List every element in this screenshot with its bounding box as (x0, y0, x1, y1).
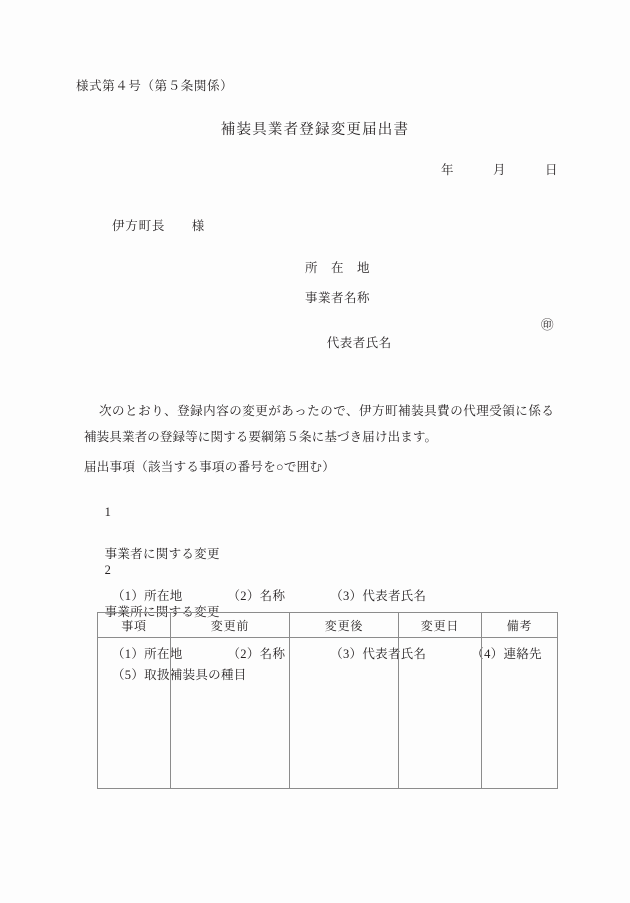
change-details-table (97, 612, 558, 789)
table-header-row (98, 613, 558, 638)
notification-heading: 届出事項（該当する事項の番号を○で囲む） (84, 460, 336, 474)
table-cell-item[interactable] (98, 638, 171, 789)
body-paragraph: 次のとおり、登録内容の変更があったので、伊方町補装具費の代理受領に係る補装具業者の登録等に関する要綱第５条に基づき届け出ます。 (84, 404, 554, 444)
date-line: 年 月 日 (440, 163, 558, 177)
notification-item-2-subrow-2: （5）取扱補装具の種目 (112, 668, 247, 682)
form-number: 様式第４号（第５条関係） (76, 79, 234, 93)
table-header-before: 変更前 (171, 613, 290, 638)
table-header-after: 変更後 (290, 613, 399, 638)
notification-item-1-subrow-1: （1）所在地 （2）名称 （3）代表者氏名 (112, 589, 427, 603)
applicant-location-label: 所 在 地 (305, 261, 371, 275)
addressee: 伊方町長 様 (112, 219, 206, 233)
notification-item-2-number: 2 (104, 563, 112, 577)
table-header-date: 変更日 (399, 613, 482, 638)
table-cell-before[interactable] (171, 638, 290, 789)
table-cell-note[interactable] (482, 638, 558, 789)
table-cell-date[interactable] (399, 638, 482, 789)
table-row (98, 638, 558, 789)
table-cell-after[interactable] (290, 638, 399, 789)
notification-item-2-label: 事業所に関する変更 (104, 605, 220, 619)
table-header-item: 事項 (98, 613, 171, 638)
table-header-note: 備考 (482, 613, 558, 638)
applicant-block (305, 258, 560, 348)
notification-item-2-subrow-1: （1）所在地 （2）名称 （3）代表者氏名 （4）連絡先 (112, 647, 542, 661)
applicant-representative-row (305, 318, 560, 348)
applicant-business-name-label: 事業者名称 (305, 291, 371, 305)
page-title: 補装具業者登録変更届出書 (220, 122, 410, 138)
notification-item-1-label: 事業者に関する変更 (104, 547, 220, 561)
applicant-representative-label: 代表者氏名 (326, 336, 392, 350)
seal-stamp-icon: ㊞ (540, 318, 554, 332)
notification-item-1-number: 1 (104, 505, 112, 519)
